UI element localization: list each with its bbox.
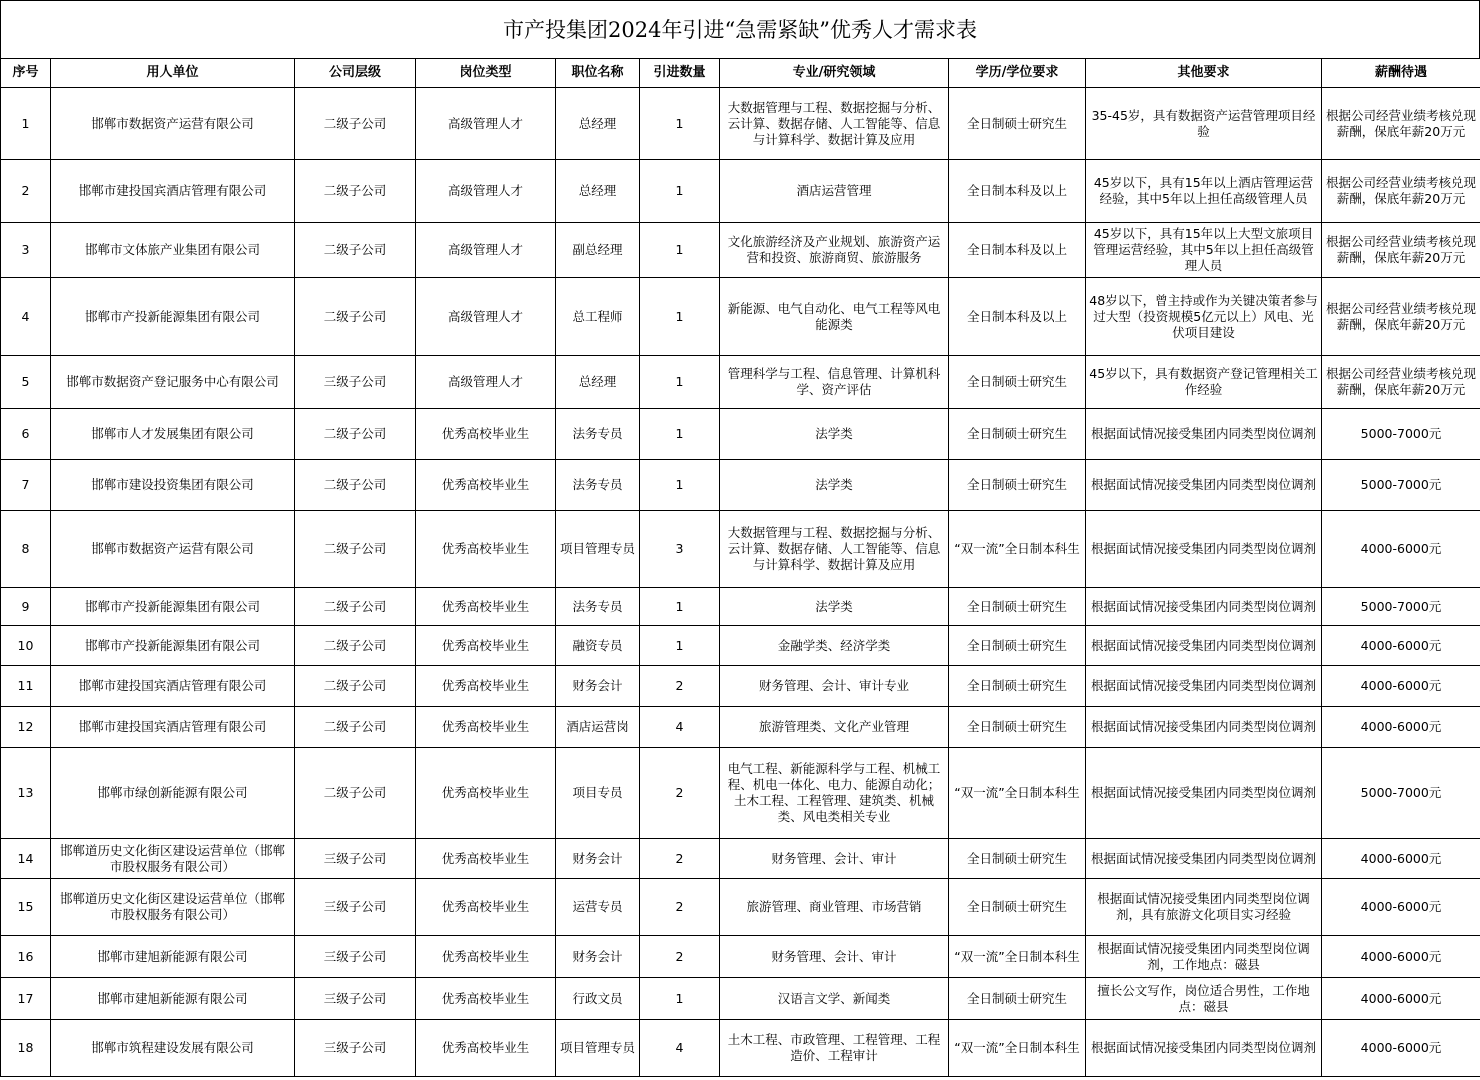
cell-type: 优秀高校毕业生 xyxy=(416,936,556,978)
cell-edu: “双一流”全日制本科生 xyxy=(949,748,1086,839)
cell-unit: 邯郸市建旭新能源有限公司 xyxy=(51,978,295,1020)
cell-position: 项目管理专员 xyxy=(556,511,640,588)
cell-other: 根据面试情况接受集团内同类型岗位调剂 xyxy=(1086,460,1322,511)
cell-other: 擅长公文写作，岗位适合男性，工作地点：磁县 xyxy=(1086,978,1322,1020)
cell-type: 高级管理人才 xyxy=(416,223,556,278)
cell-other: 45岁以下，具有15年以上酒店管理运营经验，其中5年以上担任高级管理人员 xyxy=(1086,160,1322,223)
cell-position: 副总经理 xyxy=(556,223,640,278)
header-count: 引进数量 xyxy=(640,59,720,88)
cell-type: 高级管理人才 xyxy=(416,356,556,409)
cell-edu: 全日制硕士研究生 xyxy=(949,588,1086,626)
cell-count: 2 xyxy=(640,839,720,879)
cell-edu: 全日制硕士研究生 xyxy=(949,839,1086,879)
cell-position: 财务会计 xyxy=(556,936,640,978)
cell-edu: “双一流”全日制本科生 xyxy=(949,511,1086,588)
cell-edu: “双一流”全日制本科生 xyxy=(949,936,1086,978)
cell-other: 根据面试情况接受集团内同类型岗位调剂 xyxy=(1086,626,1322,666)
cell-type: 优秀高校毕业生 xyxy=(416,588,556,626)
table-row xyxy=(1,278,1480,356)
cell-major: 大数据管理与工程、数据挖掘与分析、云计算、数据存储、人工智能等、信息与计算科学、数据计算及应用 xyxy=(720,511,949,588)
cell-type: 优秀高校毕业生 xyxy=(416,511,556,588)
table-title: 市产投集团2024年引进“急需紧缺”优秀人才需求表 xyxy=(0,0,1480,58)
cell-edu: 全日制本科及以上 xyxy=(949,278,1086,356)
cell-no: 17 xyxy=(1,978,51,1020)
cell-position: 总经理 xyxy=(556,356,640,409)
cell-major: 酒店运营管理 xyxy=(720,160,949,223)
cell-salary: 根据公司经营业绩考核兑现薪酬，保底年薪20万元 xyxy=(1322,356,1480,409)
header-row xyxy=(1,59,1480,88)
cell-edu: 全日制硕士研究生 xyxy=(949,978,1086,1020)
cell-other: 根据面试情况接受集团内同类型岗位调剂 xyxy=(1086,707,1322,748)
cell-level: 二级子公司 xyxy=(295,666,416,707)
cell-position: 总工程师 xyxy=(556,278,640,356)
cell-edu: 全日制硕士研究生 xyxy=(949,460,1086,511)
cell-unit: 邯郸市产投新能源集团有限公司 xyxy=(51,588,295,626)
header-edu: 学历/学位要求 xyxy=(949,59,1086,88)
cell-position: 法务专员 xyxy=(556,409,640,460)
cell-edu: 全日制硕士研究生 xyxy=(949,88,1086,160)
cell-type: 优秀高校毕业生 xyxy=(416,879,556,936)
cell-no: 4 xyxy=(1,278,51,356)
cell-count: 1 xyxy=(640,460,720,511)
cell-type: 优秀高校毕业生 xyxy=(416,839,556,879)
cell-type: 高级管理人才 xyxy=(416,88,556,160)
cell-salary: 4000-6000元 xyxy=(1322,978,1480,1020)
cell-position: 总经理 xyxy=(556,88,640,160)
cell-position: 运营专员 xyxy=(556,879,640,936)
cell-no: 1 xyxy=(1,88,51,160)
cell-unit: 邯郸市数据资产运营有限公司 xyxy=(51,511,295,588)
cell-count: 4 xyxy=(640,1020,720,1077)
cell-other: 45岁以下，具有数据资产登记管理相关工作经验 xyxy=(1086,356,1322,409)
cell-level: 二级子公司 xyxy=(295,626,416,666)
cell-major: 管理科学与工程、信息管理、计算机科学、资产评估 xyxy=(720,356,949,409)
cell-count: 3 xyxy=(640,511,720,588)
cell-major: 旅游管理类、文化产业管理 xyxy=(720,707,949,748)
table-row xyxy=(1,707,1480,748)
cell-count: 2 xyxy=(640,936,720,978)
header-other: 其他要求 xyxy=(1086,59,1322,88)
cell-other: 根据面试情况接受集团内同类型岗位调剂，具有旅游文化项目实习经验 xyxy=(1086,879,1322,936)
cell-level: 二级子公司 xyxy=(295,88,416,160)
cell-unit: 邯郸市建投国宾酒店管理有限公司 xyxy=(51,666,295,707)
cell-type: 优秀高校毕业生 xyxy=(416,748,556,839)
cell-unit: 邯郸市文体旅产业集团有限公司 xyxy=(51,223,295,278)
cell-salary: 5000-7000元 xyxy=(1322,588,1480,626)
cell-salary: 4000-6000元 xyxy=(1322,707,1480,748)
table-row xyxy=(1,160,1480,223)
table-row xyxy=(1,666,1480,707)
cell-unit: 邯郸市人才发展集团有限公司 xyxy=(51,409,295,460)
cell-no: 11 xyxy=(1,666,51,707)
cell-unit: 邯郸市数据资产运营有限公司 xyxy=(51,88,295,160)
cell-other: 根据面试情况接受集团内同类型岗位调剂 xyxy=(1086,1020,1322,1077)
cell-count: 1 xyxy=(640,588,720,626)
cell-position: 总经理 xyxy=(556,160,640,223)
cell-count: 2 xyxy=(640,666,720,707)
cell-level: 二级子公司 xyxy=(295,588,416,626)
table-row xyxy=(1,626,1480,666)
cell-edu: 全日制硕士研究生 xyxy=(949,626,1086,666)
cell-position: 项目专员 xyxy=(556,748,640,839)
cell-major: 财务管理、会计、审计专业 xyxy=(720,666,949,707)
cell-edu: 全日制本科及以上 xyxy=(949,223,1086,278)
cell-unit: 邯郸市产投新能源集团有限公司 xyxy=(51,626,295,666)
cell-level: 二级子公司 xyxy=(295,278,416,356)
cell-salary: 根据公司经营业绩考核兑现薪酬，保底年薪20万元 xyxy=(1322,88,1480,160)
cell-other: 根据面试情况接受集团内同类型岗位调剂，工作地点：磁县 xyxy=(1086,936,1322,978)
cell-major: 财务管理、会计、审计 xyxy=(720,839,949,879)
cell-unit: 邯郸市建旭新能源有限公司 xyxy=(51,936,295,978)
cell-other: 根据面试情况接受集团内同类型岗位调剂 xyxy=(1086,839,1322,879)
cell-level: 二级子公司 xyxy=(295,160,416,223)
cell-major: 法学类 xyxy=(720,409,949,460)
header-salary: 薪酬待遇 xyxy=(1322,59,1480,88)
header-no: 序号 xyxy=(1,59,51,88)
cell-unit: 邯郸市数据资产登记服务中心有限公司 xyxy=(51,356,295,409)
table-row xyxy=(1,511,1480,588)
cell-other: 根据面试情况接受集团内同类型岗位调剂 xyxy=(1086,748,1322,839)
cell-type: 优秀高校毕业生 xyxy=(416,626,556,666)
cell-type: 优秀高校毕业生 xyxy=(416,666,556,707)
cell-other: 根据面试情况接受集团内同类型岗位调剂 xyxy=(1086,588,1322,626)
cell-salary: 4000-6000元 xyxy=(1322,936,1480,978)
cell-level: 二级子公司 xyxy=(295,511,416,588)
cell-salary: 4000-6000元 xyxy=(1322,511,1480,588)
header-major: 专业/研究领域 xyxy=(720,59,949,88)
cell-count: 2 xyxy=(640,879,720,936)
cell-major: 大数据管理与工程、数据挖掘与分析、云计算、数据存储、人工智能等、信息与计算科学、数据计算及应用 xyxy=(720,88,949,160)
cell-no: 16 xyxy=(1,936,51,978)
cell-other: 根据面试情况接受集团内同类型岗位调剂 xyxy=(1086,511,1322,588)
cell-count: 1 xyxy=(640,278,720,356)
cell-major: 新能源、电气自动化、电气工程等风电能源类 xyxy=(720,278,949,356)
cell-position: 融资专员 xyxy=(556,626,640,666)
table-row xyxy=(1,223,1480,278)
cell-salary: 根据公司经营业绩考核兑现薪酬，保底年薪20万元 xyxy=(1322,160,1480,223)
cell-count: 1 xyxy=(640,356,720,409)
table-row xyxy=(1,748,1480,839)
cell-no: 14 xyxy=(1,839,51,879)
table-row xyxy=(1,936,1480,978)
cell-salary: 5000-7000元 xyxy=(1322,460,1480,511)
cell-level: 二级子公司 xyxy=(295,223,416,278)
cell-major: 土木工程、市政管理、工程管理、工程造价、工程审计 xyxy=(720,1020,949,1077)
cell-salary: 5000-7000元 xyxy=(1322,409,1480,460)
cell-no: 12 xyxy=(1,707,51,748)
cell-major: 电气工程、新能源科学与工程、机械工程、机电一体化、电力、能源自动化；土木工程、工程管理、建筑类、机械类、风电类相关专业 xyxy=(720,748,949,839)
cell-salary: 4000-6000元 xyxy=(1322,839,1480,879)
cell-major: 汉语言文学、新闻类 xyxy=(720,978,949,1020)
cell-no: 18 xyxy=(1,1020,51,1077)
cell-unit: 邯郸市建投国宾酒店管理有限公司 xyxy=(51,160,295,223)
cell-count: 4 xyxy=(640,707,720,748)
header-unit: 用人单位 xyxy=(51,59,295,88)
cell-no: 9 xyxy=(1,588,51,626)
cell-position: 财务会计 xyxy=(556,839,640,879)
cell-major: 旅游管理、商业管理、市场营销 xyxy=(720,879,949,936)
cell-edu: 全日制本科及以上 xyxy=(949,160,1086,223)
cell-major: 法学类 xyxy=(720,460,949,511)
cell-unit: 邯郸市筑程建设发展有限公司 xyxy=(51,1020,295,1077)
cell-no: 15 xyxy=(1,879,51,936)
cell-no: 7 xyxy=(1,460,51,511)
cell-other: 45岁以下，具有15年以上大型文旅项目管理运营经验，其中5年以上担任高级管理人员 xyxy=(1086,223,1322,278)
cell-count: 1 xyxy=(640,626,720,666)
cell-position: 酒店运营岗 xyxy=(556,707,640,748)
cell-count: 1 xyxy=(640,160,720,223)
table-row xyxy=(1,588,1480,626)
cell-unit: 邯郸市绿创新能源有限公司 xyxy=(51,748,295,839)
cell-major: 财务管理、会计、审计 xyxy=(720,936,949,978)
header-position: 职位名称 xyxy=(556,59,640,88)
cell-position: 项目管理专员 xyxy=(556,1020,640,1077)
table-row xyxy=(1,409,1480,460)
cell-unit: 邯郸市建设投资集团有限公司 xyxy=(51,460,295,511)
cell-type: 优秀高校毕业生 xyxy=(416,707,556,748)
cell-position: 财务会计 xyxy=(556,666,640,707)
cell-count: 1 xyxy=(640,88,720,160)
table-body xyxy=(1,88,1480,1077)
cell-edu: 全日制硕士研究生 xyxy=(949,666,1086,707)
cell-unit: 邯郸市建投国宾酒店管理有限公司 xyxy=(51,707,295,748)
cell-count: 1 xyxy=(640,978,720,1020)
cell-major: 金融学类、经济学类 xyxy=(720,626,949,666)
cell-level: 三级子公司 xyxy=(295,356,416,409)
cell-no: 6 xyxy=(1,409,51,460)
cell-edu: 全日制硕士研究生 xyxy=(949,707,1086,748)
cell-level: 二级子公司 xyxy=(295,409,416,460)
table-row xyxy=(1,460,1480,511)
cell-type: 优秀高校毕业生 xyxy=(416,409,556,460)
cell-level: 三级子公司 xyxy=(295,936,416,978)
cell-edu: “双一流”全日制本科生 xyxy=(949,1020,1086,1077)
cell-major: 法学类 xyxy=(720,588,949,626)
cell-salary: 4000-6000元 xyxy=(1322,879,1480,936)
cell-level: 三级子公司 xyxy=(295,879,416,936)
cell-position: 法务专员 xyxy=(556,460,640,511)
cell-type: 优秀高校毕业生 xyxy=(416,1020,556,1077)
cell-level: 三级子公司 xyxy=(295,978,416,1020)
cell-count: 1 xyxy=(640,223,720,278)
cell-no: 2 xyxy=(1,160,51,223)
cell-level: 二级子公司 xyxy=(295,460,416,511)
cell-salary: 4000-6000元 xyxy=(1322,1020,1480,1077)
cell-other: 35-45岁，具有数据资产运营管理项目经验 xyxy=(1086,88,1322,160)
cell-other: 根据面试情况接受集团内同类型岗位调剂 xyxy=(1086,409,1322,460)
cell-unit: 邯郸市产投新能源集团有限公司 xyxy=(51,278,295,356)
cell-edu: 全日制硕士研究生 xyxy=(949,356,1086,409)
cell-position: 法务专员 xyxy=(556,588,640,626)
cell-salary: 5000-7000元 xyxy=(1322,748,1480,839)
table-row xyxy=(1,978,1480,1020)
header-level: 公司层级 xyxy=(295,59,416,88)
cell-no: 3 xyxy=(1,223,51,278)
talent-demand-table xyxy=(0,58,1480,1077)
cell-no: 10 xyxy=(1,626,51,666)
table-row xyxy=(1,88,1480,160)
cell-unit: 邯郸道历史文化街区建设运营单位（邯郸市股权服务有限公司） xyxy=(51,839,295,879)
cell-type: 优秀高校毕业生 xyxy=(416,460,556,511)
cell-count: 1 xyxy=(640,409,720,460)
cell-count: 2 xyxy=(640,748,720,839)
cell-level: 三级子公司 xyxy=(295,1020,416,1077)
cell-level: 三级子公司 xyxy=(295,839,416,879)
cell-edu: 全日制硕士研究生 xyxy=(949,879,1086,936)
cell-no: 13 xyxy=(1,748,51,839)
cell-other: 48岁以下，曾主持或作为关键决策者参与过大型（投资规模5亿元以上）风电、光伏项目建设 xyxy=(1086,278,1322,356)
cell-type: 优秀高校毕业生 xyxy=(416,978,556,1020)
table-row xyxy=(1,1020,1480,1077)
cell-position: 行政文员 xyxy=(556,978,640,1020)
cell-other: 根据面试情况接受集团内同类型岗位调剂 xyxy=(1086,666,1322,707)
cell-unit: 邯郸道历史文化街区建设运营单位（邯郸市股权服务有限公司） xyxy=(51,879,295,936)
cell-level: 二级子公司 xyxy=(295,707,416,748)
cell-type: 高级管理人才 xyxy=(416,160,556,223)
header-type: 岗位类型 xyxy=(416,59,556,88)
cell-major: 文化旅游经济及产业规划、旅游资产运营和投资、旅游商贸、旅游服务 xyxy=(720,223,949,278)
cell-level: 二级子公司 xyxy=(295,748,416,839)
cell-salary: 4000-6000元 xyxy=(1322,666,1480,707)
cell-no: 5 xyxy=(1,356,51,409)
table-row xyxy=(1,879,1480,936)
cell-edu: 全日制硕士研究生 xyxy=(949,409,1086,460)
cell-salary: 根据公司经营业绩考核兑现薪酬，保底年薪20万元 xyxy=(1322,223,1480,278)
table-row xyxy=(1,839,1480,879)
cell-salary: 根据公司经营业绩考核兑现薪酬，保底年薪20万元 xyxy=(1322,278,1480,356)
cell-salary: 4000-6000元 xyxy=(1322,626,1480,666)
cell-type: 高级管理人才 xyxy=(416,278,556,356)
table-row xyxy=(1,356,1480,409)
cell-no: 8 xyxy=(1,511,51,588)
